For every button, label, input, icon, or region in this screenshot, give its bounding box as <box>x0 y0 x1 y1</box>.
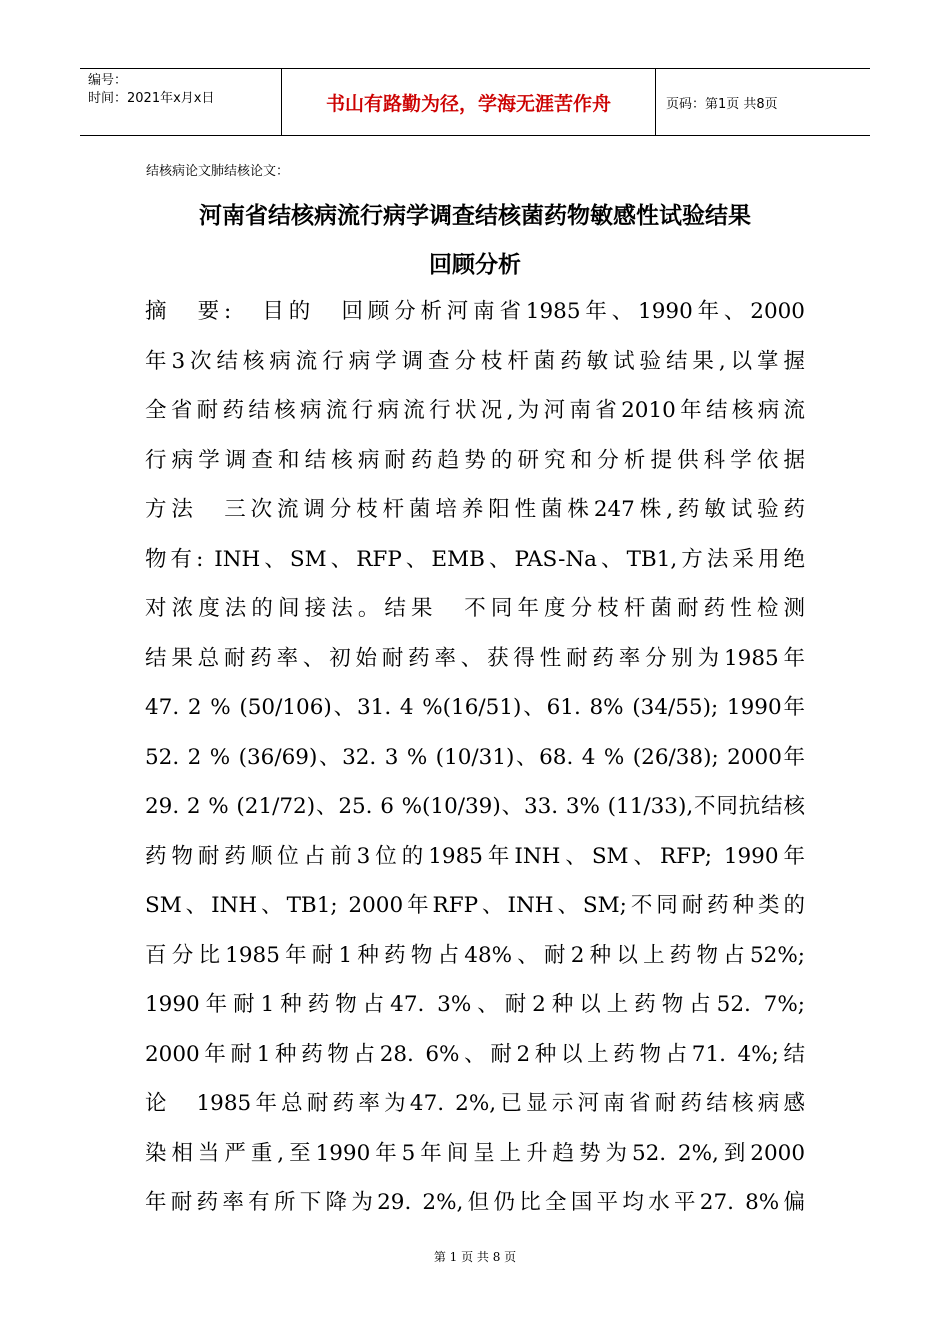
abstract-body <box>145 287 805 1228</box>
header-page-info: 页码：第1页 共8页 <box>666 96 778 112</box>
abstract-line: 方法 三次流调分枝杆菌培养阳性菌株247株,药敏试验药 <box>145 497 805 522</box>
abstract-line: 百分比1985年耐1种药物占48%、耐2种以上药物占52%; <box>145 942 805 968</box>
header-meta <box>80 69 282 135</box>
time-label: 时间：2021年x月x日 <box>88 91 215 106</box>
abstract-line: 论 1985年总耐药率为47. 2%,已显示河南省耐药结核病感 <box>145 1091 805 1116</box>
abstract-line: 行病学调查和结核病耐药趋势的研究和分析提供科学依据 <box>145 447 805 473</box>
doc-category: 结核病论文肺结核论文： <box>146 164 290 179</box>
abstract-line: 染相当严重,至1990年5年间呈上升趋势为52. 2%,到2000 <box>145 1140 805 1166</box>
abstract-line: 52. 2 % (36/69)、32. 3 % (10/31)、68. 4 % (26/38); 2000年 <box>145 744 805 770</box>
abstract-line: 29. 2 % (21/72)、25. 6 %(10/39)、33. 3% (11/33),不同抗结核 <box>145 794 805 819</box>
doc-title-line-2: 回顾分析 <box>429 252 521 278</box>
abstract-line: 全省耐药结核病流行病流行状况,为河南省2010年结核病流 <box>145 398 805 423</box>
abstract-line: 2000年耐1种药物占28. 6%、耐2种以上药物占71. 4%;结 <box>145 1041 805 1067</box>
abstract-line: 1990年耐1种药物占47. 3%、耐2种以上药物占52. 7%; <box>145 992 805 1017</box>
abstract-line: 年耐药率有所下降为29. 2%,但仍比全国平均水平27. 8%偏 <box>145 1190 805 1215</box>
number-label: 编号： <box>88 73 128 88</box>
header-table <box>80 68 870 136</box>
abstract-line: 物有: INH、SM、RFP、EMB、PAS-Na、TB1,方法采用绝 <box>145 546 805 572</box>
abstract-line: 摘 要: 目的 回顾分析河南省1985年、1990年、2000 <box>145 299 805 324</box>
abstract-line: 47. 2 % (50/106)、31. 4 %(16/51)、61. 8% (34/55); 1990年 <box>145 695 805 720</box>
page-footer: 第 1 页 共 8 页 <box>433 1250 517 1264</box>
header-motto: 书山有路勤为径，学海无涯苦作舟 <box>282 69 656 135</box>
abstract-line: 药物耐药顺位占前3位的1985年INH、SM、RFP; 1990年 <box>145 843 805 869</box>
abstract-line: 对浓度法的间接法。结果 不同年度分枝杆菌耐药性检测 <box>145 596 805 621</box>
doc-title-line-1: 河南省结核病流行病学调查结核菌药物敏感性试验结果 <box>199 203 751 229</box>
abstract-line: 年3次结核病流行病学调查分枝杆菌药敏试验结果,以掌握 <box>145 348 805 374</box>
abstract-line: 结果总耐药率、初始耐药率、获得性耐药率分别为1985年 <box>145 645 805 671</box>
abstract-line: SM、INH、TB1; 2000年RFP、INH、SM;不同耐药种类的 <box>145 893 805 918</box>
